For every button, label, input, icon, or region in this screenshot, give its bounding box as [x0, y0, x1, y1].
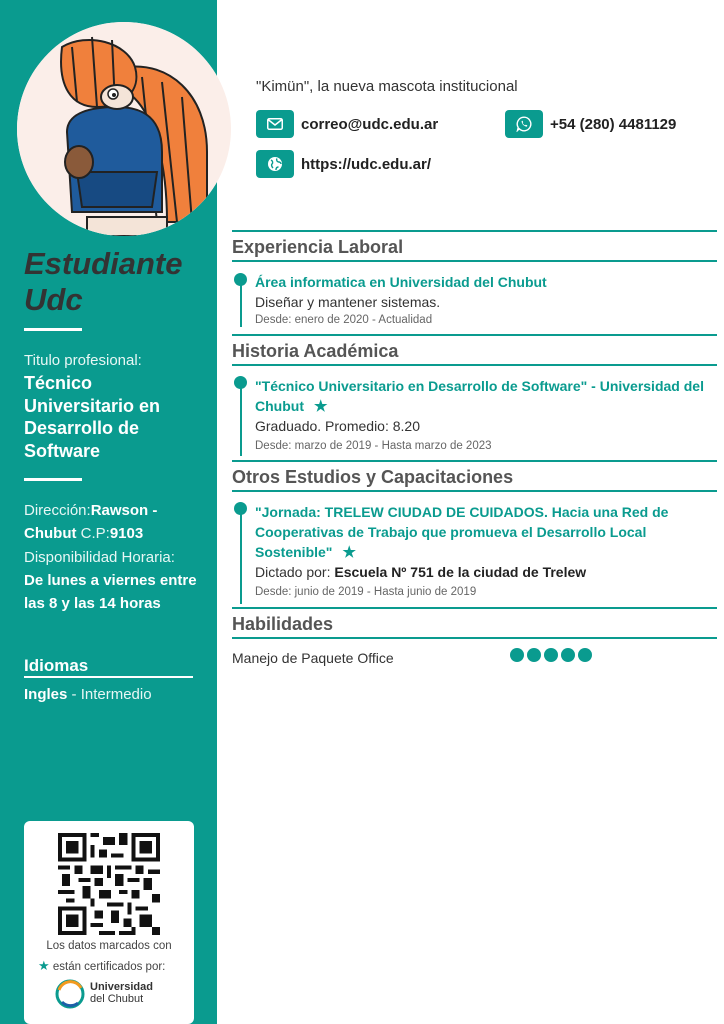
globe-icon — [256, 150, 294, 178]
title-value: Técnico Universitario en Desarrollo de Software — [24, 373, 161, 461]
certification-note: Los datos marcados con — [46, 940, 172, 952]
other-studies-title-text: "Jornada: TRELEW CIUDAD DE CUIDADOS. Hacia una Red de Cooperativas de Trabajo que promueva el Desarrollo Local Sostenible" — [255, 504, 669, 560]
taught-by-value: Escuela Nº 751 de la ciudad de Trelew — [334, 564, 587, 580]
skill-name: Manejo de Paquete Office — [232, 650, 394, 666]
avatar — [17, 22, 231, 236]
university-logo-text — [90, 981, 153, 1005]
envelope-icon — [256, 110, 294, 138]
certification-card — [24, 821, 194, 1024]
other-studies-description — [255, 564, 586, 580]
experience-dates: Desde: enero de 2020 - Actualidad — [255, 314, 433, 326]
university-logo — [54, 978, 174, 1014]
experience-heading: Experiencia Laboral — [232, 230, 717, 262]
other-studies-title — [255, 502, 695, 563]
academic-title-text: "Técnico Universitario en Desarrollo de Software" - Universidad del Chubut — [255, 378, 704, 414]
academic-dates: Desde: marzo de 2019 - Hasta marzo de 2023 — [255, 440, 492, 452]
title-label: Titulo profesional: — [24, 352, 142, 369]
skills-heading: Habilidades — [232, 607, 717, 639]
certification-note-2 — [38, 958, 165, 974]
certified-star-icon: ★ — [313, 398, 328, 415]
academic-heading: Historia Académica — [232, 334, 717, 366]
skill-level-rating — [510, 648, 592, 662]
postal-label: C.P: — [80, 524, 110, 542]
taught-by-label: Dictado por: — [255, 564, 331, 580]
email-text[interactable]: correo@udc.edu.ar — [301, 115, 439, 133]
divider — [24, 676, 193, 678]
star-icon: ★ — [38, 958, 50, 973]
phone-text[interactable]: +54 (280) 4481129 — [550, 115, 677, 133]
availability-value: De lunes a viernes entre las 8 y las 14 horas — [24, 572, 197, 612]
skill-dot — [578, 648, 592, 662]
skill-dot — [544, 648, 558, 662]
experience-title: Área informatica en Universidad del Chubut — [255, 274, 547, 290]
skill-dot — [527, 648, 541, 662]
skill-dot — [561, 648, 575, 662]
language-name: Ingles — [24, 686, 68, 703]
timeline-dot — [234, 273, 247, 286]
academic-title — [255, 376, 713, 417]
logo-line-2: del Chubut — [90, 993, 144, 1005]
timeline-dot — [234, 376, 247, 389]
certification-text: están certificados por: — [52, 961, 166, 973]
address — [24, 500, 204, 545]
whatsapp-icon — [505, 110, 543, 138]
language-level: Intermedio — [80, 686, 152, 703]
timeline-line — [240, 378, 242, 456]
website-contact[interactable] — [256, 150, 431, 178]
university-logo-icon — [54, 978, 86, 1010]
logo-line-1: Universidad — [90, 981, 153, 993]
phone-contact[interactable] — [505, 110, 676, 138]
other-studies-dates: Desde: junio de 2019 - Hasta junio de 2019 — [255, 586, 477, 598]
address-city: Rawson - Chubut — [24, 502, 158, 542]
academic-description: Graduado. Promedio: 8.20 — [255, 418, 420, 434]
skill-dot — [510, 648, 524, 662]
mascot-armadillo-icon — [17, 22, 231, 236]
mascot-caption: "Kimün", la nueva mascota institucional — [256, 78, 518, 95]
other-studies-heading: Otros Estudios y Capacitaciones — [232, 460, 717, 492]
certified-star-icon: ★ — [342, 544, 356, 561]
website-text[interactable]: https://udc.edu.ar/ — [301, 155, 432, 173]
divider — [24, 328, 82, 331]
languages-heading: Idiomas — [24, 656, 89, 675]
availability-label: Disponibilidad Horaria: — [24, 549, 175, 566]
language-item: Ingles - Intermedio — [24, 686, 152, 703]
divider — [24, 478, 82, 481]
full-name: Estudiante Udc — [24, 246, 183, 317]
timeline-dot — [234, 502, 247, 515]
qr-code-icon[interactable] — [58, 833, 160, 935]
experience-description: Diseñar y mantener sistemas. — [255, 294, 441, 310]
postal-value: 9103 — [109, 524, 144, 542]
address-label: Dirección: — [24, 502, 91, 519]
timeline-line — [240, 504, 242, 604]
email-contact[interactable] — [256, 110, 438, 138]
